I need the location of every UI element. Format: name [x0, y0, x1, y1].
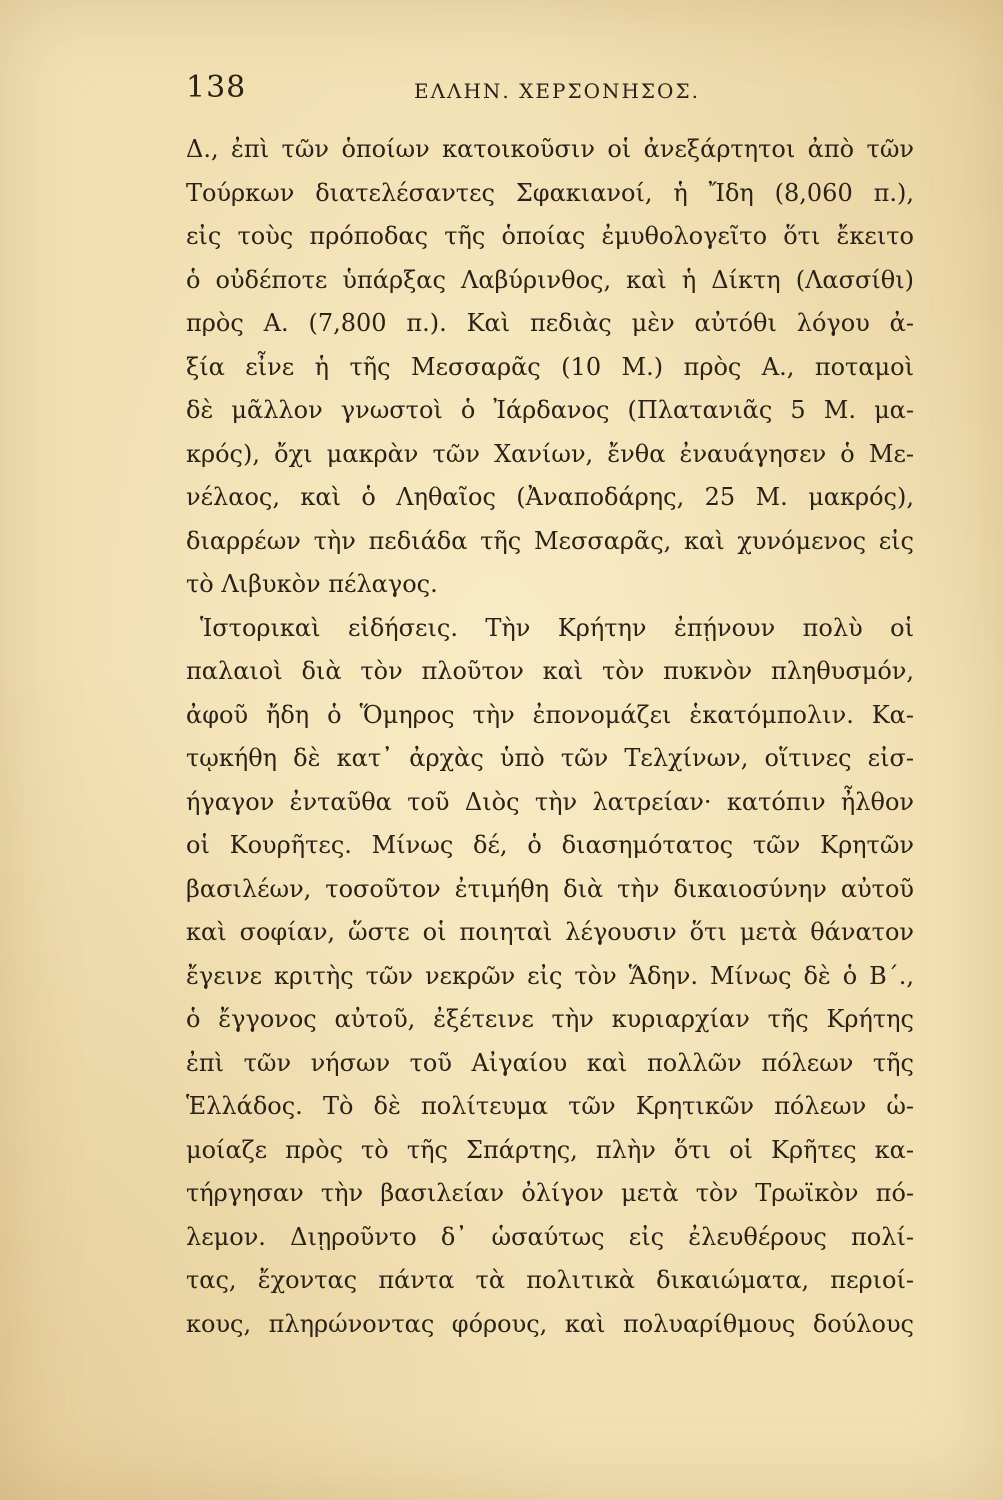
text-line: Ἑλλάδος. Τὸ δὲ πολίτευμα τῶν Κρητικῶν πόλεων ὡ- — [186, 1092, 914, 1120]
text-line: ὁ ἔγγονος αὐτοῦ, ἐξέτεινε τὴν κυριαρχίαν τῆς Κρήτης — [186, 1005, 914, 1033]
section-heading-line: Ἱστορικαὶ εἰδήσεις. Τὴν Κρήτην ἐπῄνουν πολὺ οἱ — [200, 613, 914, 642]
text-line: τας, ἔχοντας πάντα τὰ πολιτικὰ δικαιώματα, περιοί- — [186, 1266, 914, 1294]
text-line: ἐπὶ τῶν νήσων τοῦ Αἰγαίου καὶ πολλῶν πόλεων τῆς — [186, 1048, 914, 1077]
text-line: ἀφοῦ ἤδη ὁ Ὅμηρος τὴν ἐπονομάζει ἑκατόμπολιν. Κα- — [186, 700, 914, 729]
page-header — [186, 70, 916, 120]
text-line: δὲ μᾶλλον γνωστοὶ ὁ Ἰάρδανος (Πλατανιᾶς 5 Μ. μα- — [186, 396, 914, 424]
text-line: τήργησαν τὴν βασιλείαν ὀλίγον μετὰ τὸν Τρωϊκὸν πό- — [186, 1179, 914, 1207]
text-line: κους, πληρώνοντας φόρους, καὶ πολυαρίθμους δούλους — [186, 1309, 914, 1338]
text-line: οἱ Κουρῆτες. Μίνως δέ, ὁ διασημότατος τῶν Κρητῶν — [186, 831, 914, 859]
text-line: ὁ οὐδέποτε ὑπάρξας Λαβύρινθος, καὶ ἡ Δίκτη (Λασσίθι) — [186, 265, 914, 294]
text-line: νέλαος, καὶ ὁ Ληθαῖος (Ἀναποδάρης, 25 Μ. μακρός), — [186, 483, 914, 511]
text-line: ἔγεινε κριτὴς τῶν νεκρῶν εἰς τὸν Ἅδην. Μίνως δὲ ὁ Β΄., — [186, 961, 914, 990]
text-line: καὶ σοφίαν, ὥστε οἱ ποιηταὶ λέγουσιν ὅτι μετὰ θάνατον — [186, 918, 914, 946]
text-line: παλαιοὶ διὰ τὸν πλοῦτον καὶ τὸν πυκνὸν πληθυσμόν, — [186, 657, 914, 685]
text-line: Τούρκων διατελέσαντες Σφακιανοί, ἡ Ἴδη (8,060 π.), — [186, 178, 914, 207]
text-line: μοίαζε πρὸς τὸ τῆς Σπάρτης, πλὴν ὅτι οἱ Κρῆτες κα- — [186, 1135, 914, 1164]
running-title: ΕΛΛΗΝ. ΧΕΡΣΟΝΗΣΟΣ. — [414, 79, 700, 103]
text-line: βασιλέων, τοσοῦτον ἐτιμήθη διὰ τὴν δικαιοσύνην αὐτοῦ — [186, 874, 914, 903]
text-line: κρός), ὄχι μακρὰν τῶν Χανίων, ἔνθα ἐναυάγησεν ὁ Με- — [186, 439, 914, 468]
text-line: ξία εἶνε ἡ τῆς Μεσσαρᾶς (10 Μ.) πρὸς Α., ποταμοὶ — [186, 352, 914, 381]
paragraph-end-line: τὸ Λιβυκὸν πέλαγος. — [186, 570, 438, 598]
text-line: εἰς τοὺς πρόποδας τῆς ὁποίας ἐμυθολογεῖτο ὅτι ἔκειτο — [186, 222, 914, 250]
text-line: διαρρέων τὴν πεδιάδα τῆς Μεσσαρᾶς, καὶ χυνόμενος εἰς — [186, 526, 914, 555]
text-line: πρὸς Α. (7,800 π.). Καὶ πεδιὰς μὲν αὐτόθι λόγου ἀ- — [186, 309, 914, 337]
text-line: λεμον. Διῃροῦντο δ᾽ ὡσαύτως εἰς ἐλευθέρους πολί- — [186, 1222, 914, 1251]
body-text — [186, 128, 914, 1346]
text-line: Δ., ἐπὶ τῶν ὁποίων κατοικοῦσιν οἱ ἀνεξάρτητοι ἀπὸ τῶν — [186, 135, 914, 163]
text-line: τῳκήθη δὲ κατ᾽ ἀρχὰς ὑπὸ τῶν Τελχίνων, οἵτινες εἰσ- — [186, 744, 914, 772]
text-line: ήγαγον ἐνταῦθα τοῦ Διὸς τὴν λατρείαν· κατόπιν ἦλθον — [186, 787, 914, 816]
page-number: 138 — [186, 70, 247, 105]
